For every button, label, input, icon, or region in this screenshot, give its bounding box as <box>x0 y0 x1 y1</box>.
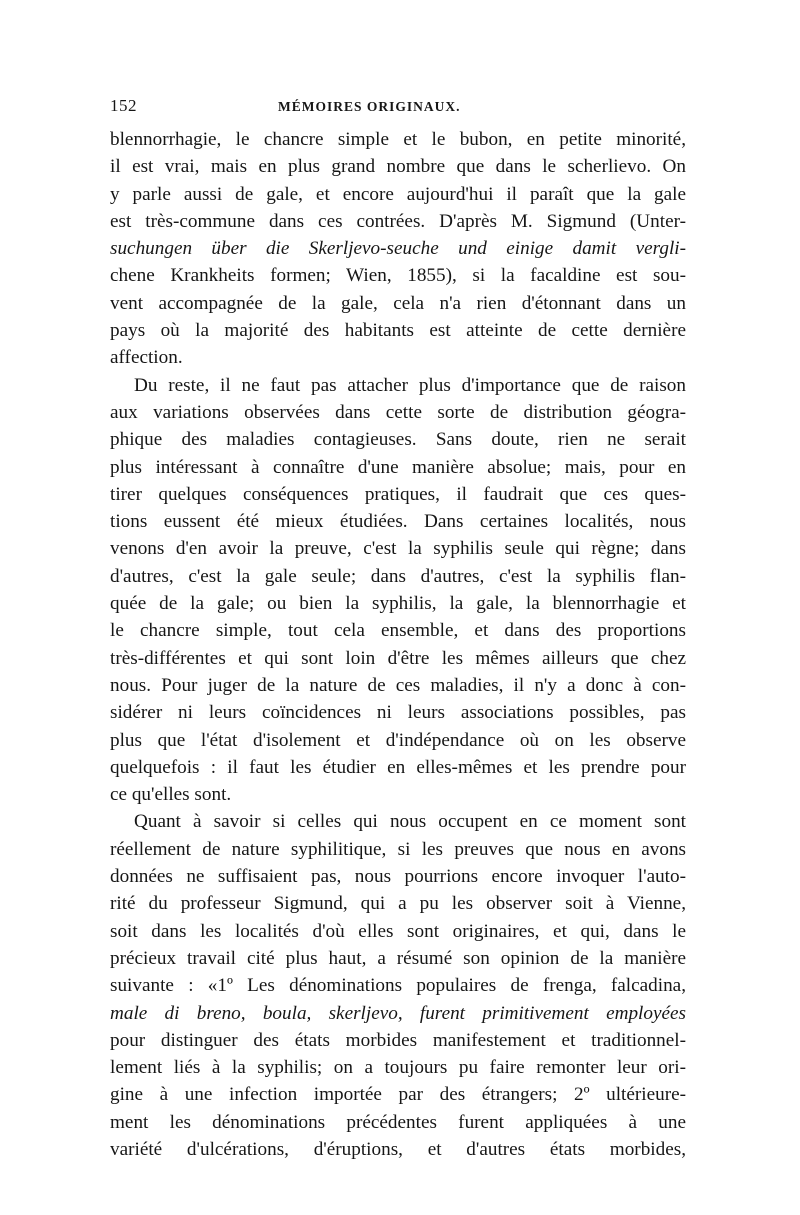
text-line: soit dans les localités d'où elles sont originaires, et qui, dans le <box>110 920 686 942</box>
page-header <box>110 96 686 120</box>
paragraph-1 <box>110 126 686 372</box>
text-line: affection. <box>110 347 183 369</box>
text-line: suivante : «1º Les dénominations populaires de frenga, falcadina, <box>110 975 686 997</box>
text-line: réellement de nature syphilitique, si les preuves que nous en avons <box>110 838 686 860</box>
book-page <box>110 96 686 1163</box>
text-line: y parle aussi de gale, et encore aujourd'hui il paraît que la gale <box>110 183 686 205</box>
text-line: aux variations observées dans cette sorte de distribution géogra- <box>110 401 686 423</box>
text-line: tirer quelques conséquences pratiques, il faudrait que ces ques- <box>110 483 686 505</box>
text-line: blennorrhagie, le chancre simple et le bubon, en petite minorité, <box>110 129 686 150</box>
text-line: Quant à savoir si celles qui nous occupent en ce moment sont <box>134 811 686 833</box>
text-line: rité du professeur Sigmund, qui a pu les observer soit à Vienne, <box>110 893 686 915</box>
text-line: nous. Pour juger de la nature de ces maladies, il n'y a donc à con- <box>110 674 686 696</box>
page-number: 152 <box>110 96 137 115</box>
text-line-italic: suchungen über die Skerljevo-seuche und einige damit vergli- <box>110 238 686 260</box>
text-line: Du reste, il ne faut pas attacher plus d'importance que de raison <box>134 374 686 396</box>
text-line: lement liés à la syphilis; on a toujours pu faire remonter leur ori- <box>110 1057 686 1079</box>
text-line: chene Krankheits formen; Wien, 1855), si la facaldine est sou- <box>110 265 686 287</box>
text-line: sidérer ni leurs coïncidences ni leurs associations possibles, pas <box>110 702 686 724</box>
text-line: pour distinguer des états morbides manifestement et traditionnel- <box>110 1029 686 1051</box>
text-line: il est vrai, mais en plus grand nombre que dans le scherlievo. On <box>110 156 686 178</box>
text-line: est très-commune dans ces contrées. D'après M. Sigmund (Unter- <box>110 210 686 232</box>
text-line: quée de la gale; ou bien la syphilis, la gale, la blennorrhagie et <box>110 593 686 615</box>
text-line: précieux travail cité plus haut, a résumé son opinion de la manière <box>110 947 686 969</box>
text-line: pays où la majorité des habitants est atteinte de cette dernière <box>110 320 686 342</box>
text-line: le chancre simple, tout cela ensemble, et dans des proportions <box>110 620 686 642</box>
text-line: plus que l'état d'isolement et d'indépendance où on les observe <box>110 729 686 751</box>
text-line: ce qu'elles sont. <box>110 784 232 806</box>
text-line: plus intéressant à connaître d'une manière absolue; mais, pour en <box>110 456 686 478</box>
text-line: vent accompagnée de la gale, cela n'a rien d'étonnant dans un <box>110 292 686 314</box>
text-line: ment les dénominations précédentes furent appliquées à une <box>110 1111 686 1133</box>
text-line: venons d'en avoir la preuve, c'est la syphilis seule qui règne; dans <box>110 538 686 560</box>
text-line: données ne suffisaient pas, nous pourrions encore invoquer l'auto- <box>110 866 686 888</box>
running-head: MÉMOIRES ORIGINAUX. <box>278 99 461 114</box>
text-line-italic: male di breno, boula, skerljevo, furent primitivement employées <box>110 1002 686 1024</box>
text-line: très-différentes et qui sont loin d'être les mêmes ailleurs que chez <box>110 647 686 669</box>
paragraph-3 <box>110 808 686 1163</box>
text-line: d'autres, c'est la gale seule; dans d'autres, c'est la syphilis flan- <box>110 565 686 587</box>
paragraph-2 <box>110 372 686 809</box>
text-line: gine à une infection importée par des étrangers; 2º ultérieure- <box>110 1084 686 1106</box>
text-line: variété d'ulcérations, d'éruptions, et d'autres états morbides, <box>110 1138 686 1160</box>
text-line: tions eussent été mieux étudiées. Dans certaines localités, nous <box>110 511 686 533</box>
body-text <box>110 126 686 1163</box>
text-line: phique des maladies contagieuses. Sans doute, rien ne serait <box>110 429 686 451</box>
text-line: quelquefois : il faut les étudier en elles-mêmes et les prendre pour <box>110 756 686 778</box>
